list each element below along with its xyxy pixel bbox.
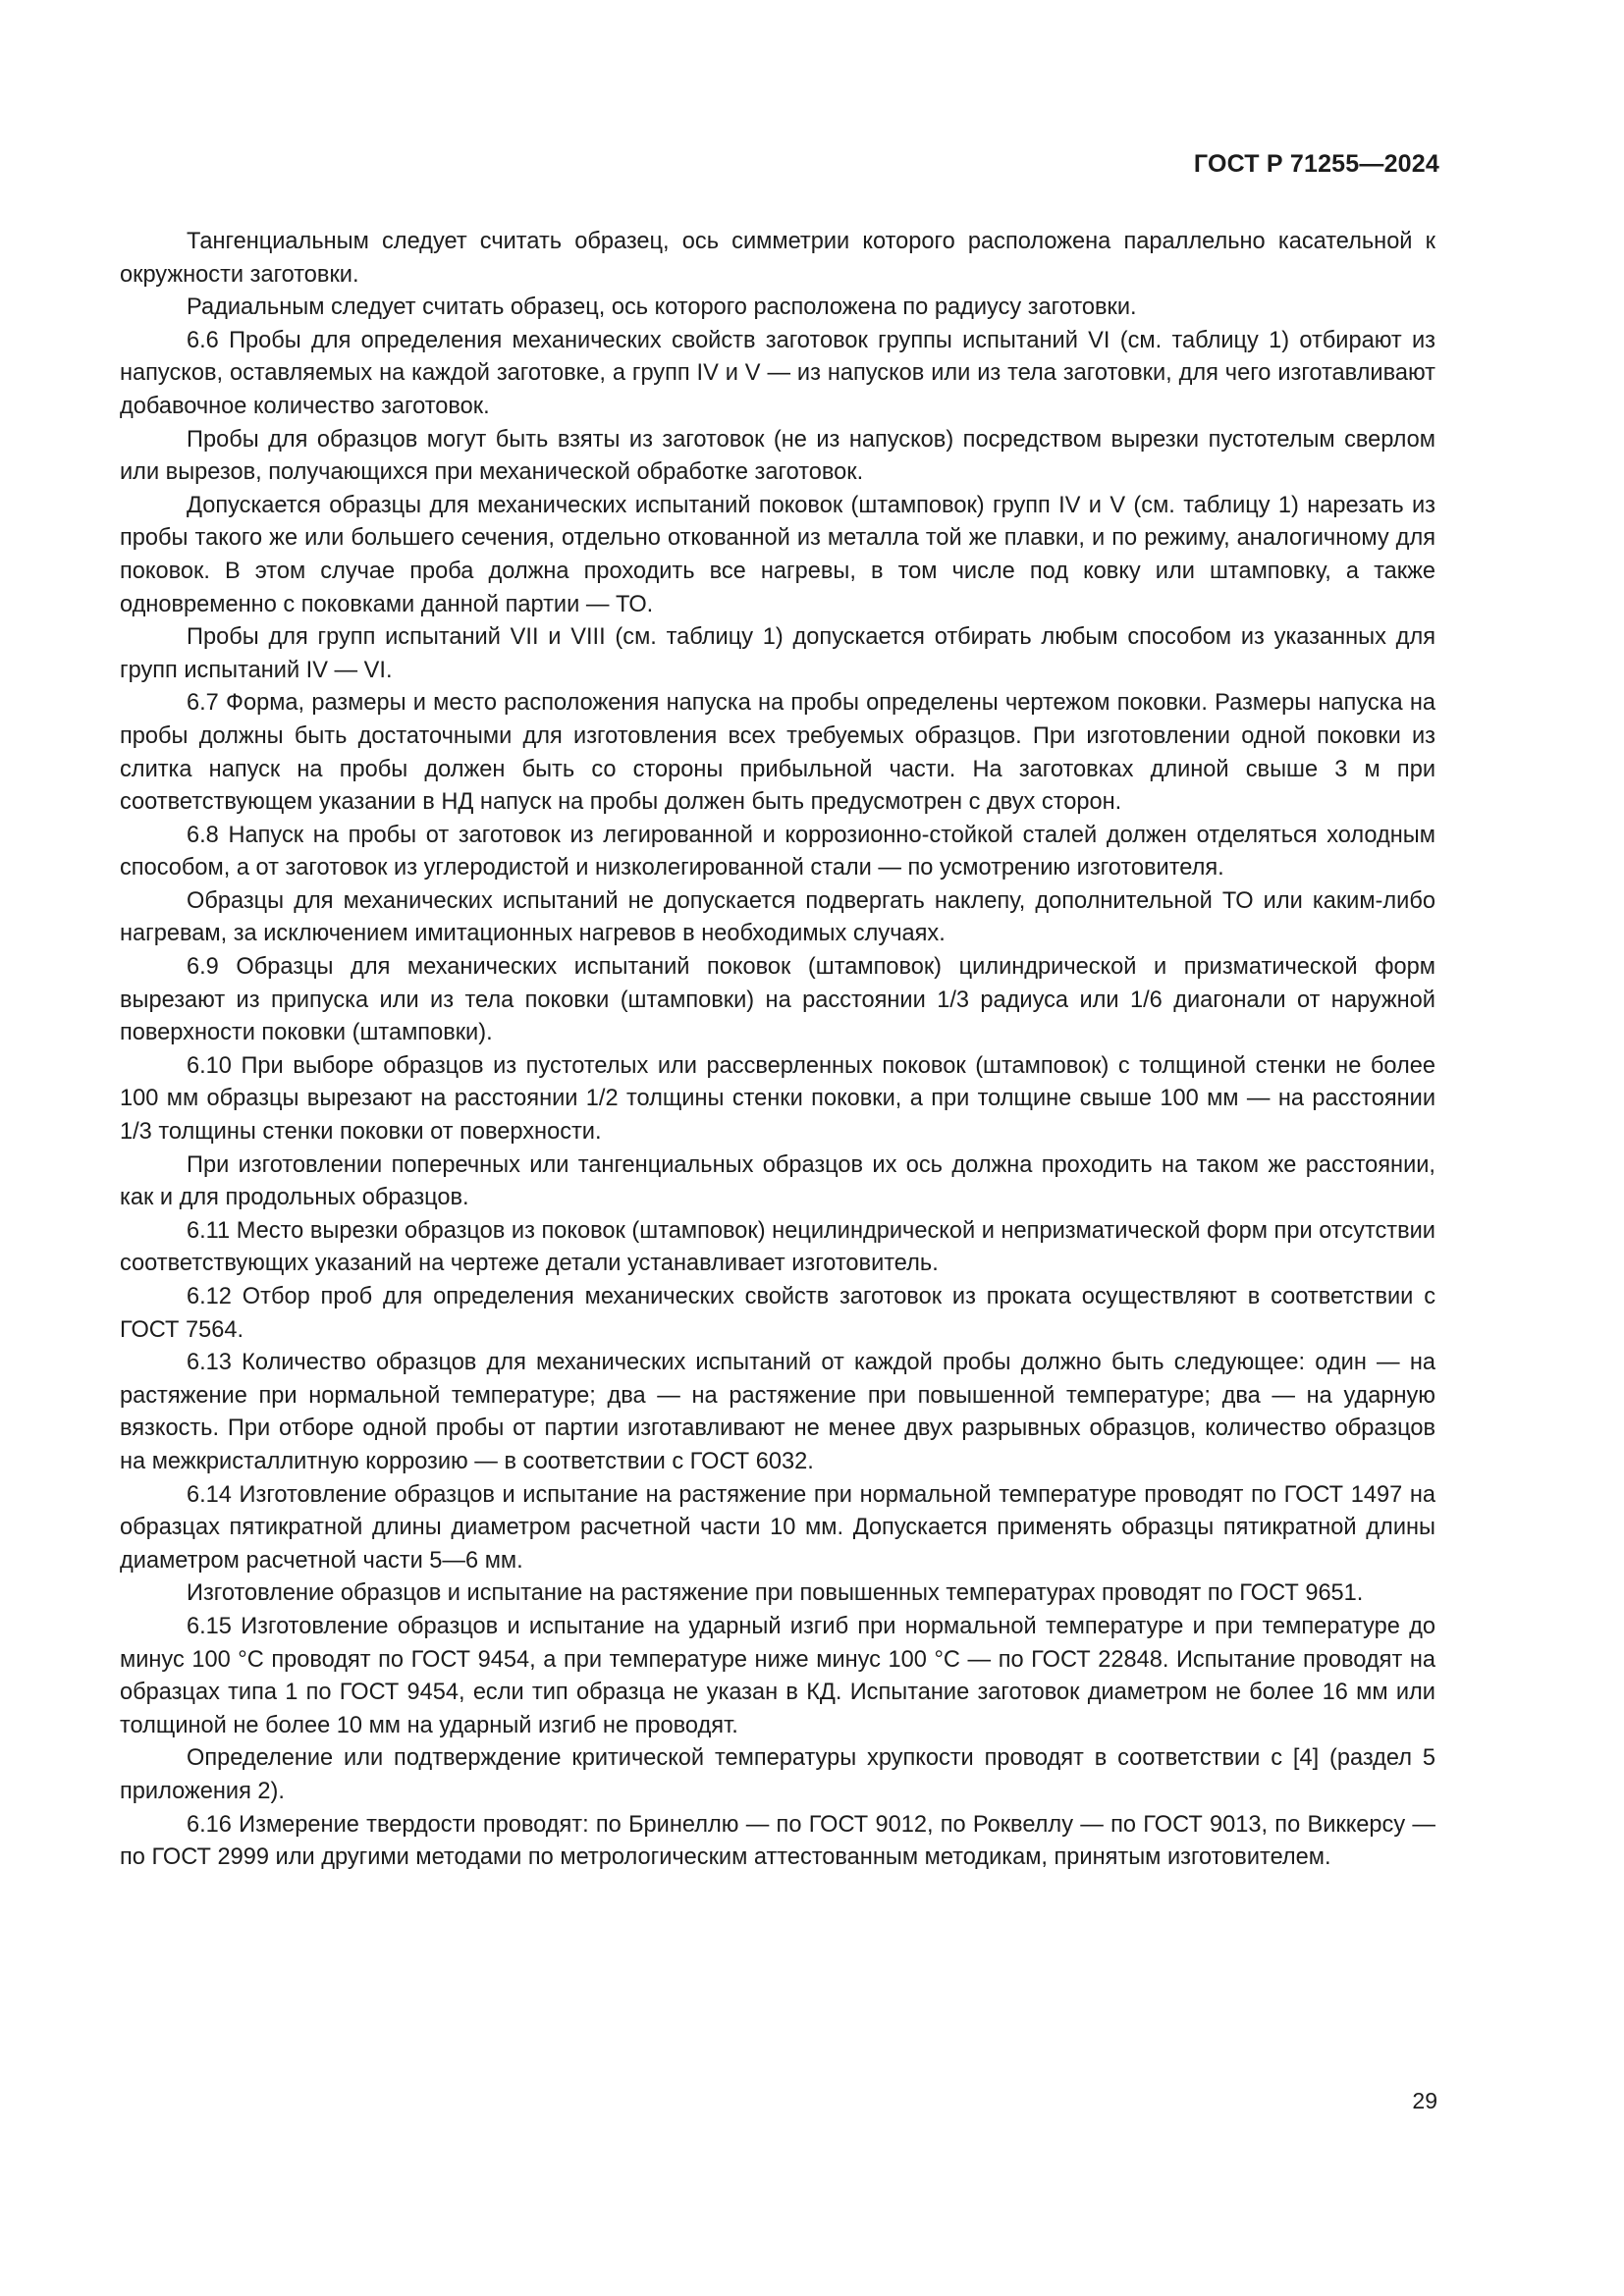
paragraph-6-11: 6.11 Место вырезки образцов из поковок (штамповок) нецилиндрической и непризматической форм при отсутствии соответствующих указаний на чертеже детали устанавливает изготовитель. [120, 1217, 1435, 1277]
paragraph: Определение или подтверждение критической температуры хрупкости проводят в соответствии с [4] (раздел 5 приложения 2). [120, 1745, 1435, 1804]
paragraph-6-9: 6.9 Образцы для механических испытаний поковок (штамповок) цилиндрической и призматической форм вырезают из припуска или из тела поковки (штамповки) на расстоянии 1/3 радиуса или 1/6 диагонали от наружной поверхности поковки (штамповки). [120, 954, 1435, 1046]
paragraph: Пробы для образцов могут быть взяты из заготовок (не из напусков) посредством вырезки пустотелым сверлом или вырезов, получающихся при механической обработке заготовок. [120, 426, 1435, 486]
paragraph: Допускается образцы для механических испытаний поковок (штамповок) групп IV и V (см. таблицу 1) нарезать из пробы такого же или большего сечения, отдельно откованной из металла той же плавки, и по режиму, аналогичному для поковок. В этом случае проба должна проходить все нагревы, в том числе под ковку или штамповку, а также одновременно с поковками данной партии — ТО. [120, 492, 1435, 617]
paragraph-6-14: 6.14 Изготовление образцов и испытание на растяжение при нормальной температуре проводят по ГОСТ 1497 на образцах пятикратной длины диаметром расчетной части 10 мм. Допускается применять образцы пятикратной длины диаметром расчетной части 5—6 мм. [120, 1481, 1435, 1574]
paragraph-6-10: 6.10 При выборе образцов из пустотелых или рассверленных поковок (штамповок) с толщиной стенки не более 100 мм образцы вырезают на расстоянии 1/2 толщины стенки поковки, а при толщине свыше 100 мм — на расстоянии 1/3 толщины стенки поковки от поверхности. [120, 1052, 1435, 1146]
paragraph-6-8: 6.8 Напуск на пробы от заготовок из легированной и коррозионно-стойкой сталей должен отделяться холодным способом, а от заготовок из углеродистой и низколегированной стали — по усмотрению изготовителя. [120, 822, 1435, 881]
paragraph-tangential-sample: Тангенциальным следует считать образец, ось симметрии которого расположена параллельно касательной к окружности заготовки. [120, 229, 1435, 288]
paragraph-6-7: 6.7 Форма, размеры и место расположения напуска на пробы определены чертежом поковки. Размеры напуска на пробы должны быть достаточными для изготовления всех требуемых образцов. При изготовлении одной поковки из слитка напуск на пробы должен быть со стороны прибыльной части. На заготовках длиной свыше 3 м при соответствующем указании в НД напуск на пробы должен быть предусмотрен с двух сторон. [120, 690, 1435, 816]
paragraph-radial-sample: Радиальным следует считать образец, ось которого расположена по радиусу заготовки. [187, 294, 1137, 321]
paragraph: При изготовлении поперечных или тангенциальных образцов их ось должна проходить на таком же расстоянии, как и для продольных образцов. [120, 1151, 1435, 1211]
paragraph: Образцы для механических испытаний не допускается подвергать наклепу, дополнительной ТО или каким-либо нагревам, за исключением имитационных нагревов в необходимых случаях. [120, 887, 1435, 947]
document-header: ГОСТ Р 71255—2024 [1193, 150, 1439, 178]
page-number: 29 [1412, 2088, 1437, 2113]
paragraph: Пробы для групп испытаний VII и VIII (см. таблицу 1) допускается отбирать любым способом из указанных для групп испытаний IV — VI. [120, 624, 1435, 683]
paragraph-6-12: 6.12 Отбор проб для определения механических свойств заготовок из проката осуществляют в соответствии с ГОСТ 7564. [120, 1284, 1435, 1343]
paragraph-6-13: 6.13 Количество образцов для механических испытаний от каждой пробы должно быть следующее: один — на растяжение при нормальной температуре; два — на растяжение при повышенной температуре; два — на ударную вязкость. При отборе одной пробы от партии изготавливают не менее двух разрывных образцов, количество образцов на межкристаллитную коррозию — в соответствии с ГОСТ 6032. [120, 1350, 1435, 1474]
paragraph-6-16: 6.16 Измерение твердости проводят: по Бринеллю — по ГОСТ 9012, по Роквеллу — по ГОСТ 9013, по Виккерсу — по ГОСТ 2999 или другими методами по метрологическим аттестованным методикам, принятым изготовителем. [120, 1811, 1435, 1871]
paragraph-6-15: 6.15 Изготовление образцов и испытание на ударный изгиб при нормальной температуре и при температуре до минус 100 °С проводят по ГОСТ 9454, а при температуре ниже минус 100 °С — по ГОСТ 22848. Испытание проводят на образцах типа 1 по ГОСТ 9454, если тип образца не указан в КД. Испытание заготовок диаметром не более 16 мм или толщиной не более 10 мм на ударный изгиб не проводят. [120, 1613, 1435, 1738]
document-body [120, 226, 1435, 1875]
paragraph-6-6: 6.6 Пробы для определения механических свойств заготовок группы испытаний VI (см. таблицу 1) отбирают из напусков, оставляемых на каждой заготовке, а групп IV и V — из напусков или из тела заготовки, для чего изготавливают добавочное количество заготовок. [120, 327, 1435, 419]
paragraph: Изготовление образцов и испытание на растяжение при повышенных температурах проводят по ГОСТ 9651. [187, 1580, 1364, 1607]
